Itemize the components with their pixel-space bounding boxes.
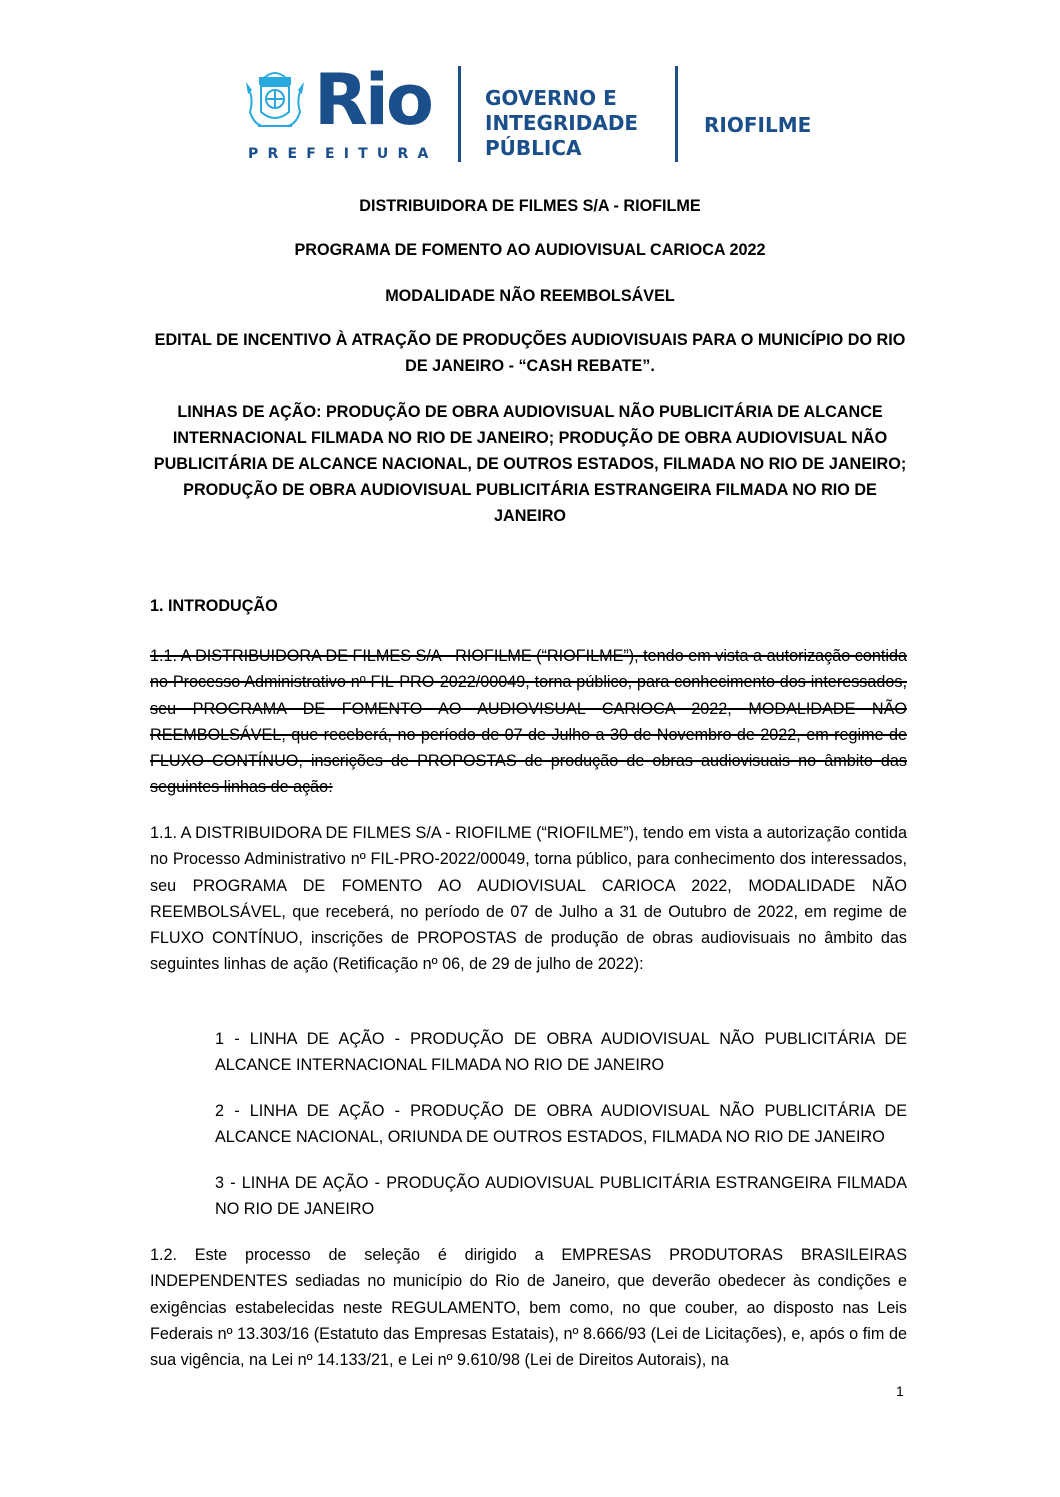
paragraph-1-2: 1.2. Este processo de seleção é dirigido a EMPRESAS PRODUTORAS BRASILEIRAS INDEPENDENTES sediadas no município do Rio de Janeiro, que deverão obedecer às condições e exigências estabelecidas neste REGULAMENTO, bem como, no que couber, ao disposto nas Leis Federais nº 13.303/16 (Estatuto das Empresas Estatais), nº 8.666/93 (Lei de Licitações), e, após o fim de sua vigência, na Lei nº 14.133/21, e Lei nº 9.610/98 (Lei de Direitos Autorais), na [150,1246,907,1370]
logo-divider [675,66,678,162]
rio-wordmark: Rio [314,59,431,141]
paragraph-1-1: 1.1. A DISTRIBUIDORA DE FILMES S/A - RIOFILME (“RIOFILME”), tendo em vista a autorização contida no Processo Administrativo nº FIL-PRO-2022/00049, torna público, para conhecimento dos interessados, seu PROGRAMA DE FOMENTO AO AUDIOVISUAL CARIOCA 2022, MODALIDADE NÃO REEMBOLSÁVEL, que receberá, no período de 07 de Julho a 31 de Outubro de 2022, em regime de FLUXO CONTÍNUO, inscrições de PROPOSTAS de produção de obras audiovisuais no âmbito das seguintes linhas de ação (Retificação nº 06, de 29 de julho de 2022): [150,824,907,974]
rio-coat-of-arms-icon [244,68,306,134]
action-line-item: 2 - LINHA DE AÇÃO - PRODUÇÃO DE OBRA AUDIOVISUAL NÃO PUBLICITÁRIA DE ALCANCE NACIONAL, ORIUNDA DE OUTROS ESTADOS, FILMADA NO RIO DE JANEIRO [215,1102,907,1147]
logo-divider [458,66,461,162]
company-title: DISTRIBUIDORA DE FILMES S/A - RIOFILME [359,197,701,215]
department-line: INTEGRIDADE [485,111,639,135]
page-number: 1 [896,1383,904,1399]
department-name [485,86,638,161]
edital-title: EDITAL DE INCENTIVO À ATRAÇÃO DE PRODUÇÕES AUDIOVISUAIS PARA O MUNICÍPIO DO RIO DE JANEIRO - “CASH REBATE”. [154,331,906,375]
action-line-item: 3 - LINHA DE AÇÃO - PRODUÇÃO AUDIOVISUAL PUBLICITÁRIA ESTRANGEIRA FILMADA NO RIO DE JANEIRO [215,1174,907,1219]
section-heading: 1. INTRODUÇÃO [150,597,278,615]
header-logos [244,59,824,164]
action-line-item: 1 - LINHA DE AÇÃO - PRODUÇÃO DE OBRA AUDIOVISUAL NÃO PUBLICITÁRIA DE ALCANCE INTERNACIONAL FILMADA NO RIO DE JANEIRO [215,1030,907,1075]
riofilme-logo: RIOFILME [704,113,812,137]
modality-title: MODALIDADE NÃO REEMBOLSÁVEL [385,287,675,305]
department-line: PÚBLICA [485,136,582,160]
action-lines-title: LINHAS DE AÇÃO: PRODUÇÃO DE OBRA AUDIOVISUAL NÃO PUBLICITÁRIA DE ALCANCE INTERNACIONAL FILMADA NO RIO DE JANEIRO; PRODUÇÃO DE OBRA AUDIOVISUAL NÃO PUBLICITÁRIA DE ALCANCE NACIONAL, DE OUTROS ESTADOS, FILMADA NO RIO DE JANEIRO; PRODUÇÃO DE OBRA AUDIOVISUAL PUBLICITÁRIA ESTRANGEIRA FILMADA NO RIO DE JANEIRO [153,403,907,525]
program-title: PROGRAMA DE FOMENTO AO AUDIOVISUAL CARIOCA 2022 [294,241,766,259]
struck-paragraph: 1.1. A DISTRIBUIDORA DE FILMES S/A - RIOFILME (“RIOFILME”), tendo em vista a autorização contida no Processo Administrativo nº FIL-PRO-2022/00049, torna público, para conhecimento dos interessados, seu PROGRAMA DE FOMENTO AO AUDIOVISUAL CARIOCA 2022, MODALIDADE NÃO REEMBOLSÁVEL, que receberá, no período de 07 de Julho a 30 de Novembro de 2022, em regime de FLUXO CONTÍNUO, inscrições de PROPOSTAS de produção de obras audiovisuais no âmbito das seguintes linhas de ação: [150,647,907,797]
prefeitura-label: PREFEITURA [248,146,438,162]
department-line: GOVERNO E [485,86,617,110]
